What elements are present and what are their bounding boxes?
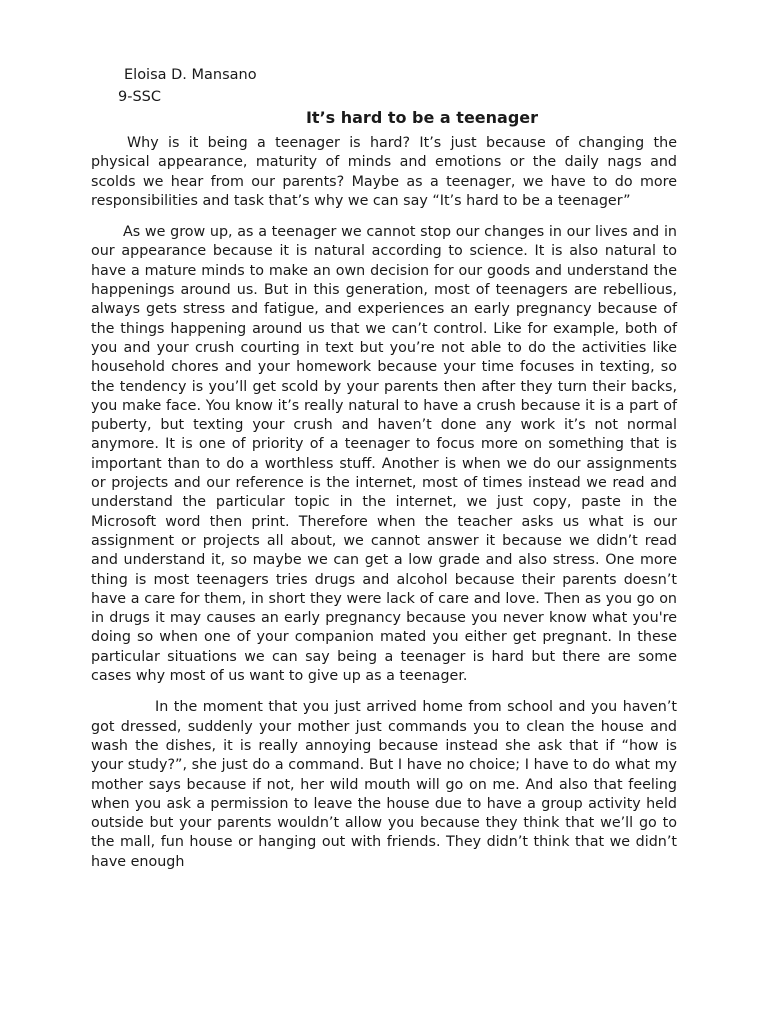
essay-body	[91, 134, 677, 884]
paragraph-3: In the moment that you just arrived home from school and you haven’t got dressed, suddenly your mother just commands you to clean the house and wash the dishes, it is really annoying because instead she ask that if “how is your study?”, she just do a command. But I have no choice; I have to do what my mother says because if not, her wild mouth will go on me. And also that feeling when you ask a permission to leave the house due to have a group activity held outside but your parents wouldn’t allow you because they think that we’ll go to the mall, fun house or hanging out with friends. They didn’t think that we didn’t have enough	[91, 699, 677, 870]
paragraph-2: As we grow up, as a teenager we cannot stop our changes in our lives and in our appearance because it is natural according to science. It is also natural to have a mature minds to make an own decision for our goods and understand the happenings around us. But in this generation, most of teenagers are rebellious, always gets stress and fatigue, and experiences an early pregnancy because of the things happening around us that we can’t control. Like for example, both of you and your crush courting in text but you’re not able to do the activities like household chores and your homework because your time focuses in texting, so the tendency is you’ll get scold by your parents then after they turn their backs, you make face. You know it’s really natural to have a crush because it is a part of puberty, but texting your crush and haven’t done any work it’s not normal anymore. It is one of priority of a teenager to focus more on something that is important than to do a worthless stuff. Another is when we do our assignments or projects and our reference is the internet, most of times instead we read and understand the particular topic in the internet, we just copy, paste in the Microsoft word then print. Therefore when the teacher asks us what is our assignment or projects all about, we cannot answer it because we didn’t read and understand it, so maybe we can get a low grade and also stress. One more thing is most teenagers tries drugs and alcohol because their parents doesn’t have a care for them, in short they were lack of care and love. Then as you go on in drugs it may causes an early pregnancy because you never know what you're doing so when one of your companion mated you either get pregnant. In these particular situations we can say being a teenager is hard but there are some cases why most of us want to give up as a teenager.	[91, 224, 677, 685]
class-section: 9-SSC	[118, 89, 161, 105]
author-name: Eloisa D. Mansano	[124, 67, 257, 83]
essay-title: It’s hard to be a teenager	[305, 108, 539, 127]
paragraph-1: Why is it being a teenager is hard? It’s just because of changing the physical appearance, maturity of minds and emotions or the daily nags and scolds we hear from our parents? Maybe as a teenager, we have to do more responsibilities and task that’s why we can say “It’s hard to be a teenager”	[91, 135, 677, 209]
